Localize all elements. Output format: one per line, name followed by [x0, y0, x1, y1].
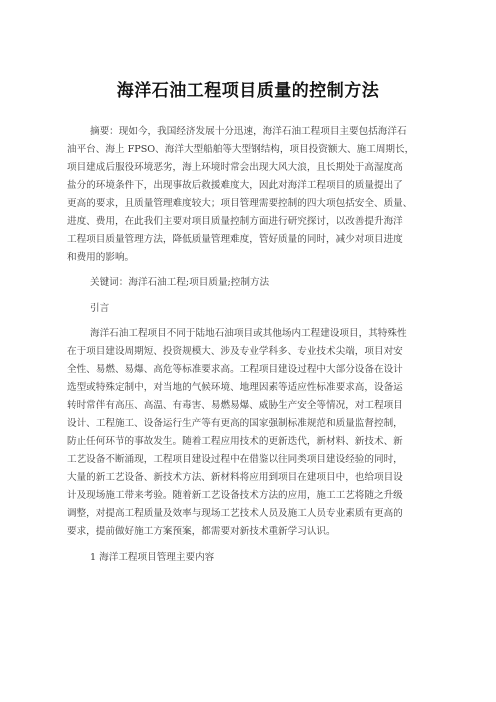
abstract-line: 进度、费用，在此我们主要对项目质量控制方面进行研究探讨，以改善提升海洋 [67, 216, 403, 227]
intro-line: 全性、易燃、易爆、高危等标准要求高。工程项目建设过程中大部分设备在设计 [67, 364, 403, 375]
keywords-line: 关键词：海洋石油工程;项目质量;控制方法 [90, 277, 270, 288]
intro-line: 海洋石油工程项目不同于陆地石油项目或其他场内工程建设项目，其特殊性 [90, 328, 407, 339]
section1-heading: 1 海洋工程项目管理主要内容 [90, 552, 215, 563]
abstract-line: 盐分的环境条件下，出现事故后救援难度大，因此对海洋工程项目的质量提出了 [67, 180, 403, 191]
intro-line: 防止任何环节的事故发生。随着工程应用技术的更新迭代，新材料、新技术、新 [67, 436, 403, 447]
abstract-line: 摘要：现如今，我国经济发展十分迅速，海洋石油工程项目主要包括海洋石 [90, 126, 407, 137]
abstract-line: 和费用的影响。 [67, 252, 135, 263]
intro-line: 在于项目建设周期短、投资规模大、涉及专业学科多、专业技术尖端，项目对安 [67, 346, 403, 357]
intro-line: 转时常伴有高压、高温、有毒害、易燃易爆、威胁生产安全等情况，对工程项目 [67, 400, 403, 411]
abstract-line: 更高的要求，且质量管理难度较大；项目管理需要控制的四大项包括安全、质量、 [67, 198, 413, 209]
intro-line: 工艺设备不断涌现，工程项目建设过程中在借鉴以往同类项目建设经验的同时， [67, 454, 403, 465]
intro-line: 设计、工程施工、设备运行生产等有更高的国家强制标准规范和质量监督控制， [67, 418, 403, 429]
intro-line: 选型或特殊定制中，对当地的气候环境、地理因素等适应性标准要求高，设备运 [67, 382, 403, 393]
intro-line: 要求，提前做好施工方案预案，都需要对新技术重新学习认识。 [67, 526, 336, 537]
abstract-line: 油平台、海上 FPSO、海洋大型船舶等大型钢结构，项目投资额大、施工周期长， [67, 144, 415, 155]
intro-heading: 引言 [90, 303, 110, 314]
document-title: 海洋石油工程项目质量的控制方法 [116, 81, 380, 101]
intro-line: 调整，对提高工程质量及效率与现场工艺技术人员及施工人员专业素质有更高的 [67, 508, 403, 519]
intro-line: 大量的新工艺设备、新技术方法、新材料将应用到项目在建项目中，也给项目设 [67, 472, 403, 483]
intro-line: 计及现场施工带来考验。随着新工艺设备技术方法的应用，施工工艺将随之升级 [67, 490, 403, 501]
abstract-line: 项目建成后服役环境恶劣，海上环境时常会出现大风大浪，且长期处于高湿度高 [67, 162, 403, 173]
abstract-line: 工程项目质量管理方法，降低质量管理难度，管好质量的同时，减少对项目进度 [67, 234, 403, 245]
